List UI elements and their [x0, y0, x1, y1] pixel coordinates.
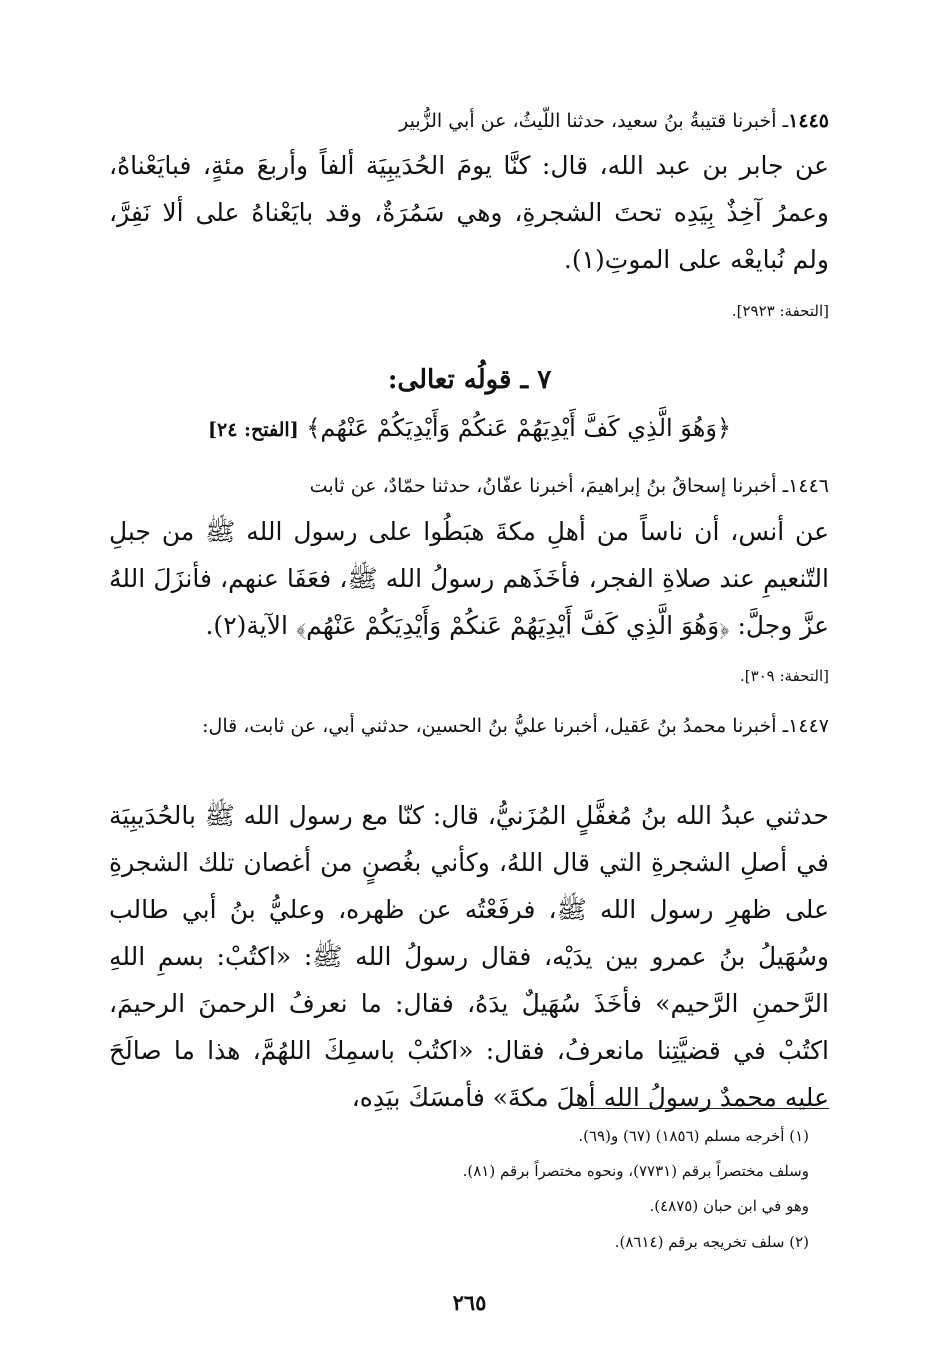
chapter-verse-line [0, 408, 939, 450]
hadith-1447-isnad [109, 710, 829, 742]
chapter-heading: ٧ ـ قولُه تعالى: [387, 365, 552, 395]
footnote-1-cont-2: وهو في ابن حبان (٤٨٧٥). [649, 1197, 809, 1215]
hadith-1446-source: [التحفة: ٣٠٩]. [739, 667, 829, 685]
quran-verse: ﴿وَهُوَ الَّذِي كَفَّ أَيْدِيَهُمْ عَنكُمْ وَأَيْدِيَكُمْ عَنْهُم﴾ [306, 414, 732, 442]
hadith-1447-matn: حدثني عبدُ الله بنُ مُغفَّلٍ المُزَنيُّ، قال: كنّا مع رسول الله ﷺ بالحُدَيبِيَة في أصلِ الشجرةِ التي قال اللهُ، وكأني بغُصنٍ من أغصان تلك الشجرةِ على ظهرِ رسول الله ﷺ، فرفَعْتُه عن ظهره، وعليُّ بنُ أبي طالب وسُهَيلُ بنُ عمرو بين يدَيْه، فقال رسولُ الله ﷺ: «اكتُبْ: بسمِ اللهِ الرَّحمنِ الرَّحيم» فأخَذَ سُهَيلٌ يدَهُ، فقال: ما نعرفُ الرحمنَ الرحيمَ، اكتُبْ في قضيَّتِنا مانعرفُ، فقال: «اكتُبْ باسمِكَ اللهُمَّ، هذا ما صالَحَ عليه محمدٌ رسولُ الله أهلَ مكةَ» فأمسَكَ بيَدِه، [109, 801, 829, 1112]
isnad-text: ـ أخبرنا قتيبةُ بنُ سعيد، حدثنا اللّيثُ، عن أبي الزُّبير [399, 110, 789, 132]
isnad-text: ـ أخبرنا محمدُ بنُ عَقيل، أخبرنا عليُّ بنُ الحسين، حدثني أبي، عن ثابت، قال: [202, 715, 789, 737]
verse-reference: [الفتح: ٢٤] [207, 419, 299, 441]
footnote-1-cont: وسلف مختصراً برقم (٧٧٣١)، ونحوه مختصراً برقم (٨١). [462, 1162, 809, 1180]
page-number: ٢٦٥ [452, 1290, 487, 1315]
footnote-divider [579, 1108, 829, 1109]
hadith-1445-matn: عن جابر بن عبد الله، قال: كنَّا يومَ الحُدَيبِيَة ألفاً وأربعَ مئةٍ، فبايَعْناهُ، وعمرُ آخِذٌ بِيَدِه تحتَ الشجرةِ، وهي سَمُرَةٌ، وقد بايَعْناهُ على ألا نَفِرَّ، ولم نُبايعْه على الموتِ(١). [109, 151, 829, 274]
hadith-1446-matn: عن أنس، أن ناساً من أهلِ مكةَ هبَطُوا على رسول الله ﷺ من جبلِ التّنعيمِ عند صلاةِ الفجر، فأخَذَهم رسولُ الله ﷺ، فعَفَا عنهم، فأنزَلَ اللهُ عزَّ وجلَّ: ﴿وَهُوَ الَّذِي كَفَّ أَيْدِيَهُمْ عَنكُمْ وَأَيْدِيَكُمْ عَنْهُم﴾ الآية(٢). [109, 517, 829, 640]
hadith-1445-isnad [109, 105, 829, 137]
hadith-1446-isnad [109, 470, 829, 502]
footnote-2: (٢) سلف تخريجه برقم (٨٦١٤). [614, 1233, 809, 1251]
hadith-1445-source: [التحفة: ٢٩٢٣]. [731, 302, 829, 320]
footnote-1: (١) أخرجه مسلم (١٨٥٦) (٦٧) و(٦٩). [578, 1127, 809, 1145]
hadith-number: ١٤٤٦ [788, 475, 829, 497]
isnad-text: ـ أخبرنا إسحاقُ بنُ إبراهيمَ، أخبرنا عفّانُ، حدثنا حمّادٌ، عن ثابت [309, 475, 789, 497]
hadith-number: ١٤٤٥ [788, 110, 829, 132]
hadith-number: ١٤٤٧ [788, 715, 829, 737]
